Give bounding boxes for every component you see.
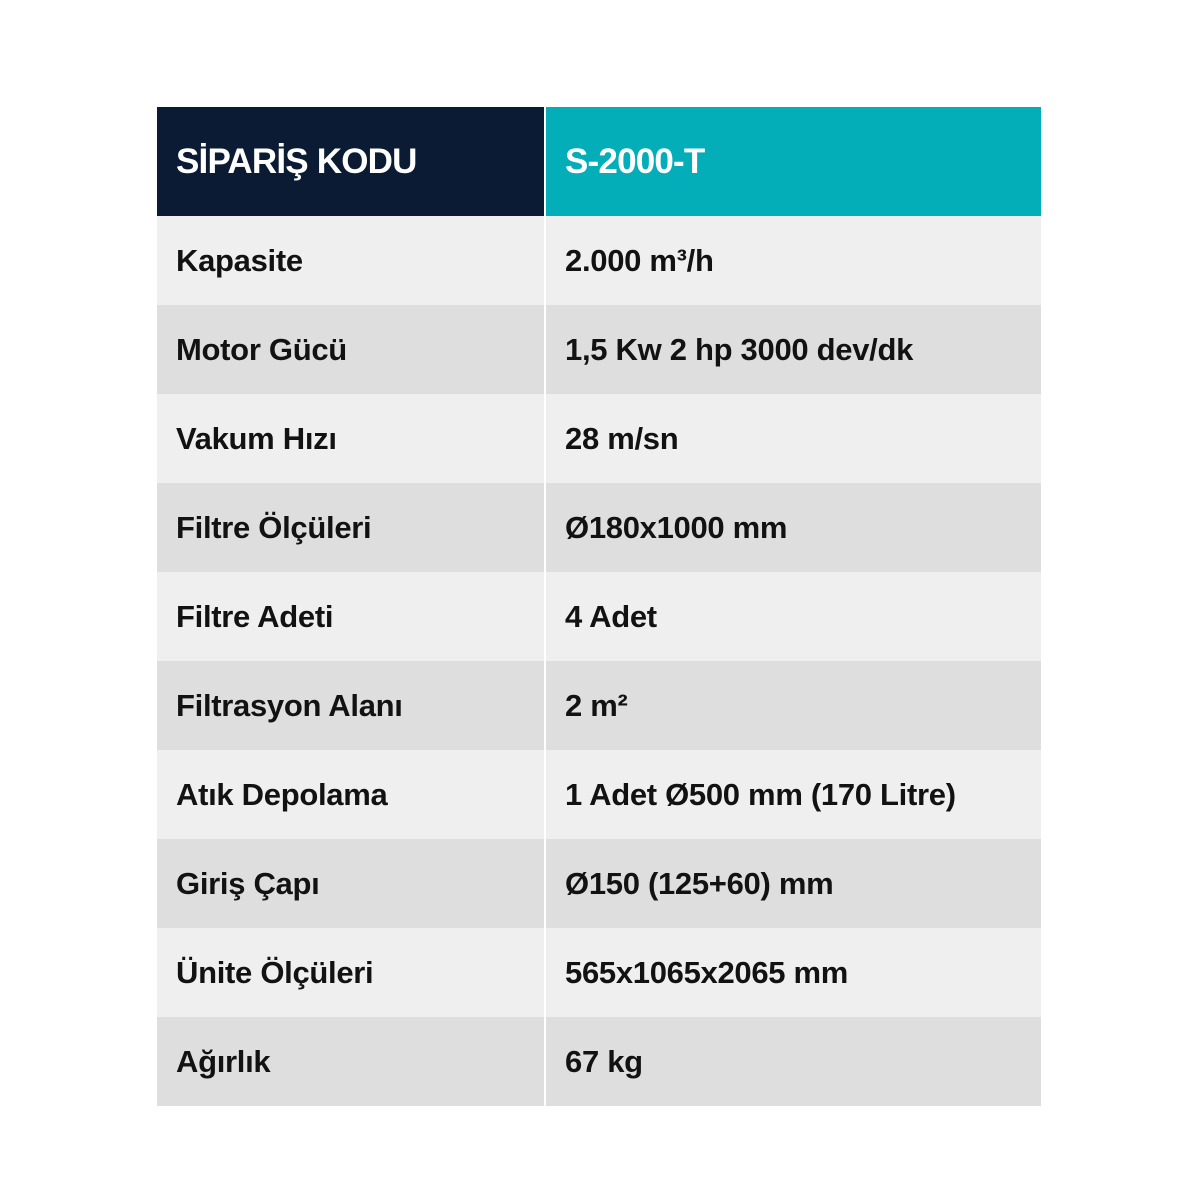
spec-label: Filtre Ölçüleri — [157, 483, 545, 572]
table-row — [157, 305, 1041, 394]
spec-value: 28 m/sn — [545, 394, 1041, 483]
spec-table-header — [157, 107, 1041, 216]
spec-value: 1,5 Kw 2 hp 3000 dev/dk — [545, 305, 1041, 394]
table-row — [157, 661, 1041, 750]
table-row — [157, 1017, 1041, 1106]
spec-value: 2 m² — [545, 661, 1041, 750]
spec-label: Ağırlık — [157, 1017, 545, 1106]
spec-value: Ø150 (125+60) mm — [545, 839, 1041, 928]
header-row — [157, 107, 1041, 216]
spec-label: Filtre Adeti — [157, 572, 545, 661]
spec-value: 1 Adet Ø500 mm (170 Litre) — [545, 750, 1041, 839]
table-row — [157, 216, 1041, 305]
order-code-value: S-2000-T — [545, 107, 1041, 216]
table-row — [157, 839, 1041, 928]
spec-value: 4 Adet — [545, 572, 1041, 661]
spec-value: 565x1065x2065 mm — [545, 928, 1041, 1017]
table-row — [157, 394, 1041, 483]
spec-label: Atık Depolama — [157, 750, 545, 839]
spec-value: 2.000 m³/h — [545, 216, 1041, 305]
table-row — [157, 750, 1041, 839]
table-row — [157, 483, 1041, 572]
spec-label: Kapasite — [157, 216, 545, 305]
order-code-label: SİPARİŞ KODU — [157, 107, 545, 216]
spec-table-body — [157, 216, 1041, 1106]
spec-label: Filtrasyon Alanı — [157, 661, 545, 750]
spec-label: Motor Gücü — [157, 305, 545, 394]
spec-label: Vakum Hızı — [157, 394, 545, 483]
spec-table — [157, 107, 1041, 1106]
spec-value: 67 kg — [545, 1017, 1041, 1106]
spec-label: Giriş Çapı — [157, 839, 545, 928]
table-row — [157, 928, 1041, 1017]
spec-label: Ünite Ölçüleri — [157, 928, 545, 1017]
spec-value: Ø180x1000 mm — [545, 483, 1041, 572]
table-row — [157, 572, 1041, 661]
